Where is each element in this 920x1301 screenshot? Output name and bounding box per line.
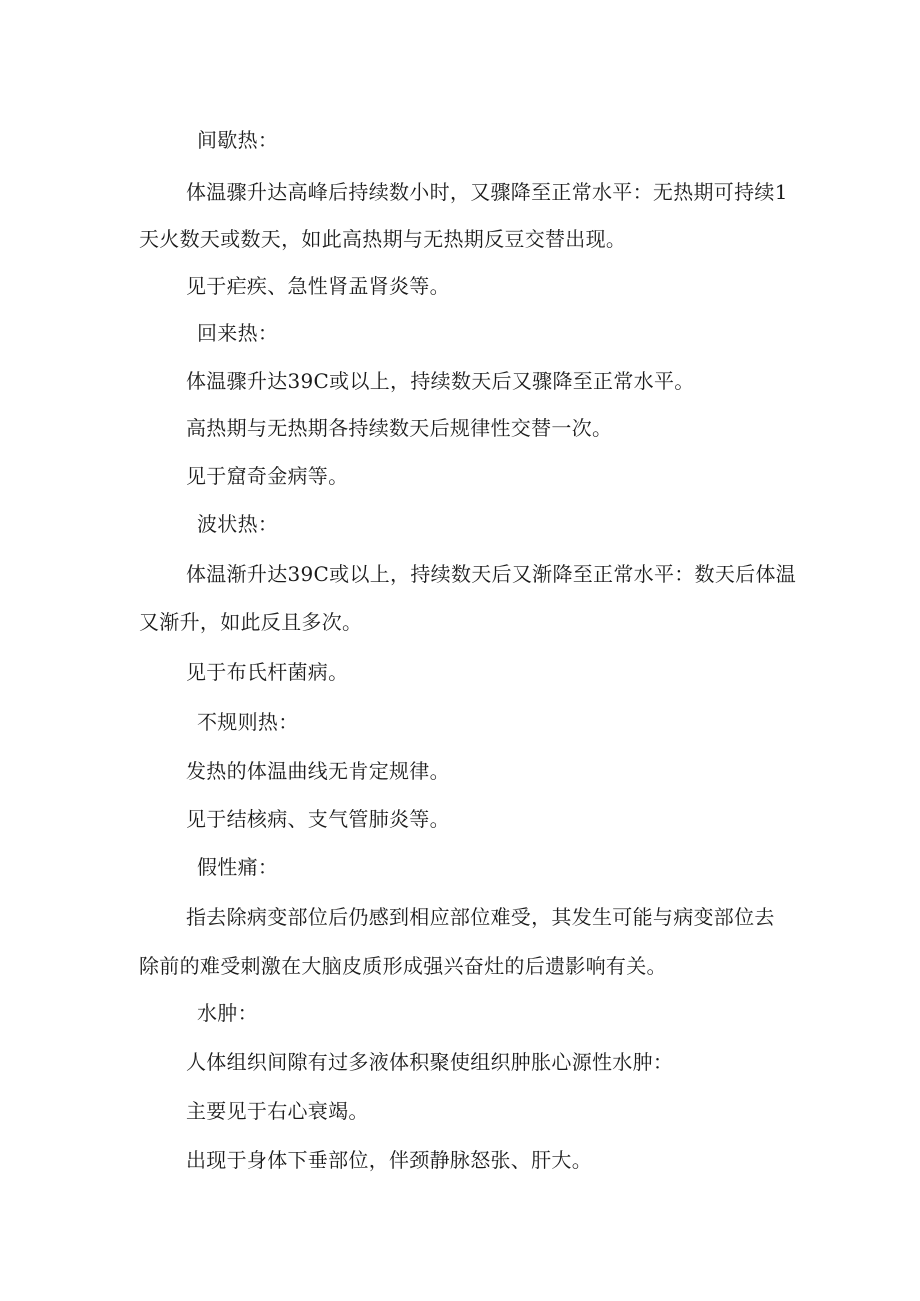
section-heading-relapsing-fever: 回来热：: [197, 321, 279, 345]
paragraph-line: 见于结核病、支气管肺炎等。: [186, 807, 450, 831]
paragraph-line: 体温骤升达39C或以上，持续数天后又骤降至正常水平。: [186, 369, 695, 393]
section-heading-undulant-fever: 波状热：: [197, 512, 279, 536]
paragraph-line: 天火数天或数天，如此高热期与无热期反豆交替出现。: [139, 227, 627, 251]
paragraph-line: 体温渐升达39C或以上，持续数天后又渐降至正常水平：数天后体温: [186, 562, 797, 586]
paragraph-line: 除前的难受刺激在大脑皮质形成强兴奋灶的后遗影响有关。: [139, 954, 667, 978]
paragraph-line: 高热期与无热期各持续数天后规律性交替一次。: [186, 416, 613, 440]
section-heading-intermittent-fever: 间歇热：: [197, 128, 279, 152]
paragraph-line: 见于布氏杆菌病。: [186, 660, 349, 684]
section-heading-edema: 水肿：: [197, 1001, 258, 1025]
paragraph-line: 人体组织间隙有过多液体积聚使组织肿胀心源性水肿：: [186, 1050, 674, 1074]
paragraph-line: 主要见于右心衰竭。: [186, 1099, 369, 1123]
section-heading-phantom-pain: 假性痛：: [197, 855, 279, 879]
paragraph-line: 又渐升，如此反且多次。: [139, 610, 363, 634]
paragraph-line: 见于疟疾、急性肾盂肾炎等。: [186, 274, 450, 298]
paragraph-line: 发热的体温曲线无肯定规律。: [186, 759, 450, 783]
paragraph-line: 见于窟奇金病等。: [186, 464, 349, 488]
paragraph-line: 出现于身体下垂部位，伴颈静脉怒张、肝大。: [186, 1148, 592, 1172]
paragraph-line: 指去除病变部位后仍感到相应部位难受，其发生可能与病变部位去: [186, 905, 775, 929]
paragraph-line: 体温骤升达高峰后持续数小时，又骤降至正常水平：无热期可持续1: [186, 180, 788, 204]
section-heading-irregular-fever: 不规则热：: [197, 710, 299, 734]
